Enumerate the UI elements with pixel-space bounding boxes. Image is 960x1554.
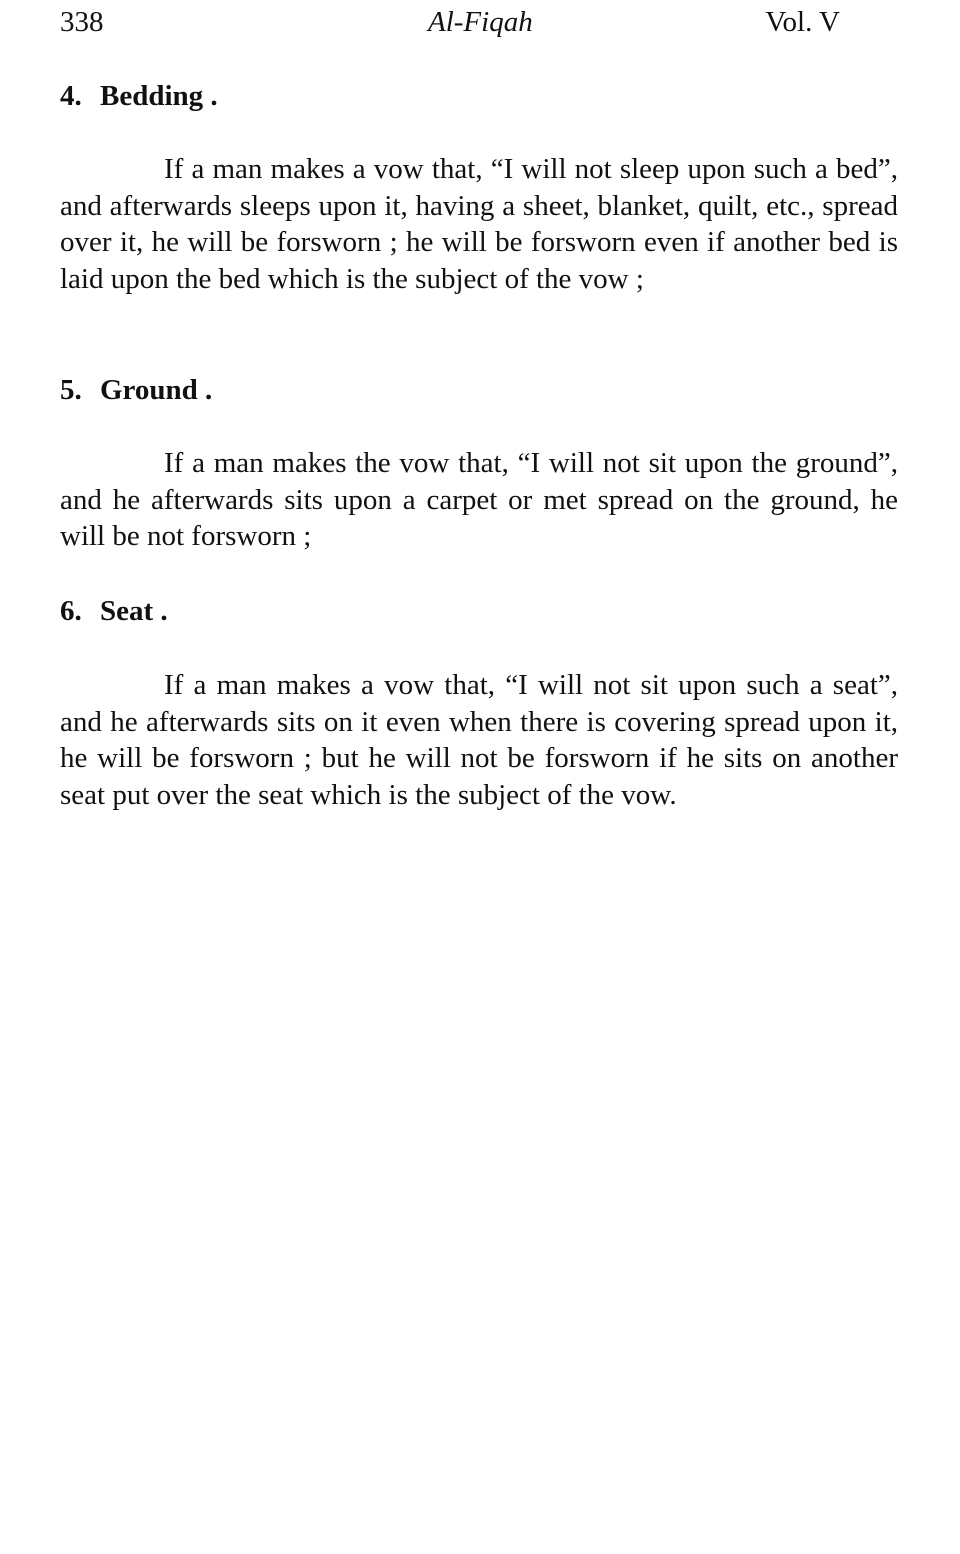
section-paragraph-seat: If a man makes a vow that, “I will not sit upon such a seat”, and he afterwards sits on it even when there is covering spread upon it, he will be forsworn ; but he will not be forsworn if he sits on another seat put over the seat which is the subject of the vow. xyxy=(60,669,898,812)
page-number: 338 xyxy=(60,6,104,38)
section-heading-bedding xyxy=(60,78,218,114)
section-title: Bedding . xyxy=(100,80,218,112)
section-title: Seat . xyxy=(100,595,168,627)
book-title: Al-Fiqah xyxy=(428,6,533,38)
section-number: 5. xyxy=(60,374,82,406)
section-number: 4. xyxy=(60,80,82,112)
section-title: Ground . xyxy=(100,374,213,406)
section-heading-ground xyxy=(60,372,212,408)
section-paragraph-ground: If a man makes the vow that, “I will not sit upon the ground”, and he afterwards sits upon a carpet or met spread on the ground, he will be not forsworn ; xyxy=(60,447,898,553)
section-heading-seat xyxy=(60,593,168,629)
section-number: 6. xyxy=(60,595,82,627)
section-paragraph-bedding: If a man makes a vow that, “I will not sleep upon such a bed”, and afterwards sleeps upon it, having a sheet, blanket, quilt, etc., spread over it, he will be forsworn ; he will be forsworn even if another bed is laid upon the bed which is the subject of the vow ; xyxy=(60,153,898,296)
running-header xyxy=(60,2,840,42)
volume-label: Vol. V xyxy=(765,6,840,38)
